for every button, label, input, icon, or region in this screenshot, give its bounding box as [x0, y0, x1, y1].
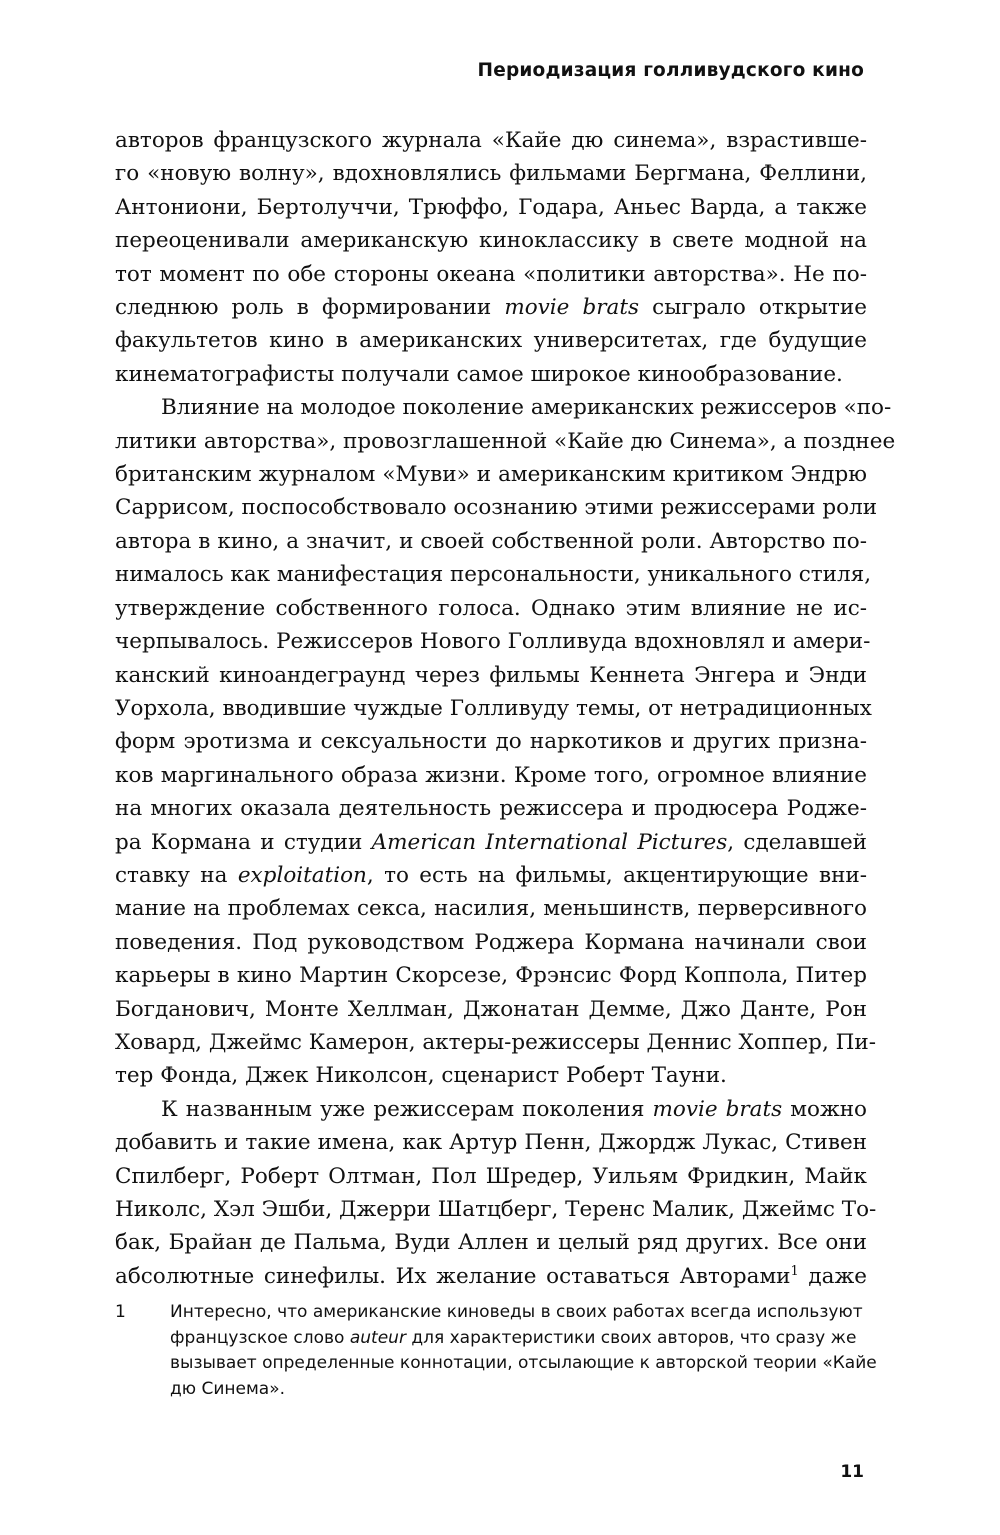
text-line: ков маргинального образа жизни. Кроме того, огромное влияние [115, 762, 867, 788]
text-line: форм эротизма и сексуальности до наркотиков и других призна- [115, 729, 867, 755]
body-text [115, 124, 896, 1293]
text-line [115, 1093, 867, 1126]
text-line: утверждение собственного голоса. Однако этим влияние не ис- [115, 595, 867, 621]
footnote-marker: 1 [115, 1302, 126, 1322]
text-line [115, 859, 867, 892]
italic-run: movie brats [504, 295, 640, 321]
text-line: кинематографисты получали самое широкое кинообразование. [115, 361, 843, 387]
text-line: бак, Брайан де Пальма, Вуди Аллен и целый ряд других. Все они [115, 1230, 867, 1256]
text-line: тот момент по обе стороны океана «политики авторства». Не по- [115, 261, 867, 287]
text-line: британским журналом «Муви» и американским критиком Эндрю [115, 462, 867, 488]
italic-run: movie brats [652, 1096, 783, 1122]
text-line: го «новую волну», вдохновлялись фильмами Бергмана, Феллини, [115, 161, 867, 187]
text-line: тер Фонда, Джек Николсон, сценарист Роберт Тауни. [115, 1063, 727, 1089]
text-run: французское слово [170, 1327, 350, 1348]
italic-run: exploitation [237, 862, 367, 888]
text-line: автора в кино, а значит, и своей собственной роли. Авторство по- [115, 528, 867, 554]
running-head: Периодизация голливудского кино [477, 60, 864, 81]
text-run: ра Кормана и студии [115, 829, 372, 855]
text-line: черпывалось. Режиссеров Нового Голливуда вдохновлял и амери- [115, 629, 871, 655]
footnote-line: Интересно, что американские киноведы в своих работах всегда используют [170, 1302, 863, 1322]
footnote-line: дю Синема». [170, 1378, 286, 1399]
footnote-line: вызывает определенные коннотации, отсылающие к авторской теории «Кайе [170, 1353, 877, 1374]
text-run: сыграло открытие [639, 295, 867, 321]
footnote-line [170, 1326, 867, 1352]
italic-run: auteur [349, 1327, 406, 1348]
text-line: Ховард, Джеймс Камерон, актеры-режиссеры Деннис Хоппер, Пи- [115, 1029, 876, 1055]
text-run: даже [798, 1263, 867, 1289]
footnote [115, 1300, 877, 1402]
text-line: на многих оказала деятельность режиссера и продюсера Родже- [115, 796, 867, 822]
text-run: К названным уже режиссерам поколения [161, 1096, 653, 1122]
text-line: карьеры в кино Мартин Скорсезе, Фрэнсис Форд Коппола, Питер [115, 963, 867, 989]
page-number: 11 [840, 1462, 864, 1482]
text-line: Богданович, Монте Хеллман, Джонатан Демме, Джо Данте, Рон [115, 996, 867, 1022]
text-line: Влияние на молодое поколение американских режиссеров «по- [161, 395, 892, 421]
text-line: Спилберг, Роберт Олтман, Пол Шредер, Уильям Фридкин, Майк [115, 1163, 867, 1189]
text-line: нималось как манифестация персональности, уникального стиля, [115, 562, 872, 588]
text-run: следнюю роль в формировании [115, 295, 505, 321]
text-line: факультетов кино в американских университетах, где будущие [115, 328, 867, 354]
text-line: Антониони, Бертолуччи, Трюффо, Годара, Аньес Варда, а также [115, 194, 867, 220]
footnote-text [170, 1300, 877, 1402]
text-line [115, 1260, 867, 1293]
text-run: для характеристики своих авторов, что сразу же [405, 1327, 857, 1348]
text-line: поведения. Под руководством Роджера Кормана начинали свои [115, 929, 867, 955]
text-run: , сделавшей [727, 829, 868, 855]
text-line: литики авторства», провозглашенной «Кайе дю Синема», а позднее [115, 428, 896, 454]
text-line [115, 291, 867, 324]
text-line: мание на проблемах секса, насилия, меньшинств, перверсивного [115, 896, 867, 922]
footnote-reference: 1 [790, 1263, 799, 1279]
text-line [115, 826, 867, 859]
text-run: , то есть на фильмы, акцентирующие вни- [366, 862, 868, 888]
text-line: Николс, Хэл Эшби, Джерри Шатцберг, Теренс Малик, Джеймс То- [115, 1197, 877, 1222]
text-line: канский киноандеграунд через фильмы Кеннета Энгера и Энди [115, 662, 867, 688]
text-line: переоценивали американскую киноклассику в свете модной на [115, 228, 867, 254]
italic-run: American International Pictures [371, 829, 728, 855]
text-line: Саррисом, поспособствовало осознанию этими режиссерами роли [115, 495, 878, 521]
text-line: добавить и такие имена, как Артур Пенн, Джордж Лукас, Стивен [115, 1130, 867, 1156]
text-line: Уорхола, вводившие чуждые Голливуду темы, от нетрадиционных [115, 695, 872, 721]
text-run: можно [782, 1096, 867, 1122]
text-run: ставку на [115, 862, 238, 888]
text-line: авторов французского журнала «Кайе дю синема», взрастивше- [115, 128, 867, 153]
text-run: абсолютные синефилы. Их желание оставаться Авторами [115, 1263, 791, 1289]
